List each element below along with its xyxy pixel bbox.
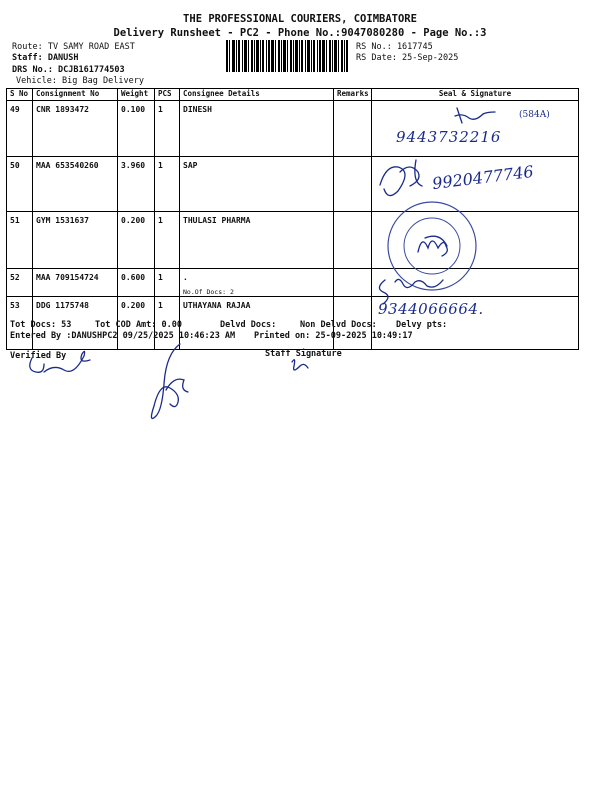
- row-pcs: 1: [155, 157, 180, 212]
- col-header-weight: Weight: [118, 89, 155, 101]
- stamp-circle-inner: [404, 218, 460, 274]
- row-sno: 52: [7, 269, 33, 297]
- delivery-points: Delvy pts:: [396, 320, 448, 330]
- col-header-consignee: Consignee Details: [180, 89, 334, 101]
- rs-number: RS No.: 1617745: [356, 42, 433, 52]
- row-sno: 53: [7, 297, 33, 350]
- row-pcs: 1: [155, 212, 180, 269]
- company-title: THE PROFESSIONAL COURIERS, COIMBATORE: [183, 13, 417, 25]
- row-pcs: 1: [155, 297, 180, 350]
- delivered-docs: Delvd Docs:: [220, 320, 277, 330]
- row49-mark: (584A): [519, 110, 550, 120]
- row-weight: 0.200: [118, 297, 155, 350]
- col-header-seal: Seal & Signature: [372, 89, 579, 101]
- row-consignment: GYM 1531637: [33, 212, 118, 269]
- vehicle-info: Vehicle: Big Bag Delivery: [16, 76, 144, 86]
- staff-signature-label: Staff Signature: [265, 349, 342, 359]
- entered-by: Entered By :DANUSHPC2 09/25/2025 10:46:23 AM: [10, 331, 236, 341]
- total-docs: Tot Docs: 53: [10, 320, 72, 330]
- col-header-sno: S No: [7, 89, 33, 101]
- col-header-remarks: Remarks: [334, 89, 372, 101]
- row-sno: 50: [7, 157, 33, 212]
- row-sno: 49: [7, 101, 33, 157]
- row-pcs: 1: [155, 269, 180, 297]
- col-header-pcs: PCS: [155, 89, 180, 101]
- route-info: Route: TV SAMY ROAD EAST: [12, 42, 135, 52]
- rs-date: RS Date: 25-Sep-2025: [356, 53, 459, 63]
- runsheet-subtitle: Delivery Runsheet - PC2 - Phone No.:9047080280 - Page No.:3: [113, 27, 487, 39]
- row-consignee: SAP: [180, 157, 334, 212]
- row-consignment: MAA 709154724: [33, 269, 118, 297]
- row53-phone: 9344066664.: [378, 300, 484, 318]
- row-weight: 0.100: [118, 101, 155, 157]
- row49-phone: 9443732216: [396, 128, 502, 146]
- row-weight: 0.200: [118, 212, 155, 269]
- row-consignment: DDG 1175748: [33, 297, 118, 350]
- row-weight: 0.600: [118, 269, 155, 297]
- row-doc-count: No.Of Docs: 2: [183, 288, 234, 296]
- row50-signature: [380, 160, 422, 196]
- verified-by-label: Verified By: [10, 351, 67, 361]
- row-consignee: UTHAYANA RAJAA: [180, 297, 334, 350]
- row51-signature: [418, 236, 447, 256]
- printed-on: Printed on: 25-09-2025 10:49:17: [254, 331, 413, 341]
- stamp-circle-outer: [388, 202, 476, 290]
- row-weight: 3.960: [118, 157, 155, 212]
- row-consignee: DINESH: [180, 101, 334, 157]
- col-header-consignment: Consignment No: [33, 89, 118, 101]
- row-sno: 51: [7, 212, 33, 269]
- non-delivered-docs: Non Delvd Docs:: [300, 320, 377, 330]
- row-consignee-name: .: [183, 273, 188, 282]
- row-pcs: 1: [155, 101, 180, 157]
- total-cod: Tot COD Amt: 0.00: [95, 320, 182, 330]
- row-consignment: CNR 1893472: [33, 101, 118, 157]
- row50-phone: 9920477746: [431, 161, 535, 194]
- staff-signature-mark: [292, 360, 308, 370]
- row49-signature: [455, 108, 495, 123]
- entered-by-signature: [151, 344, 188, 418]
- row-consignee: THULASI PHARMA: [180, 212, 334, 269]
- row-consignment: MAA 653540260: [33, 157, 118, 212]
- staff-info: Staff: DANUSH: [12, 53, 79, 63]
- drs-info: DRS No.: DCJB161774503: [12, 65, 125, 75]
